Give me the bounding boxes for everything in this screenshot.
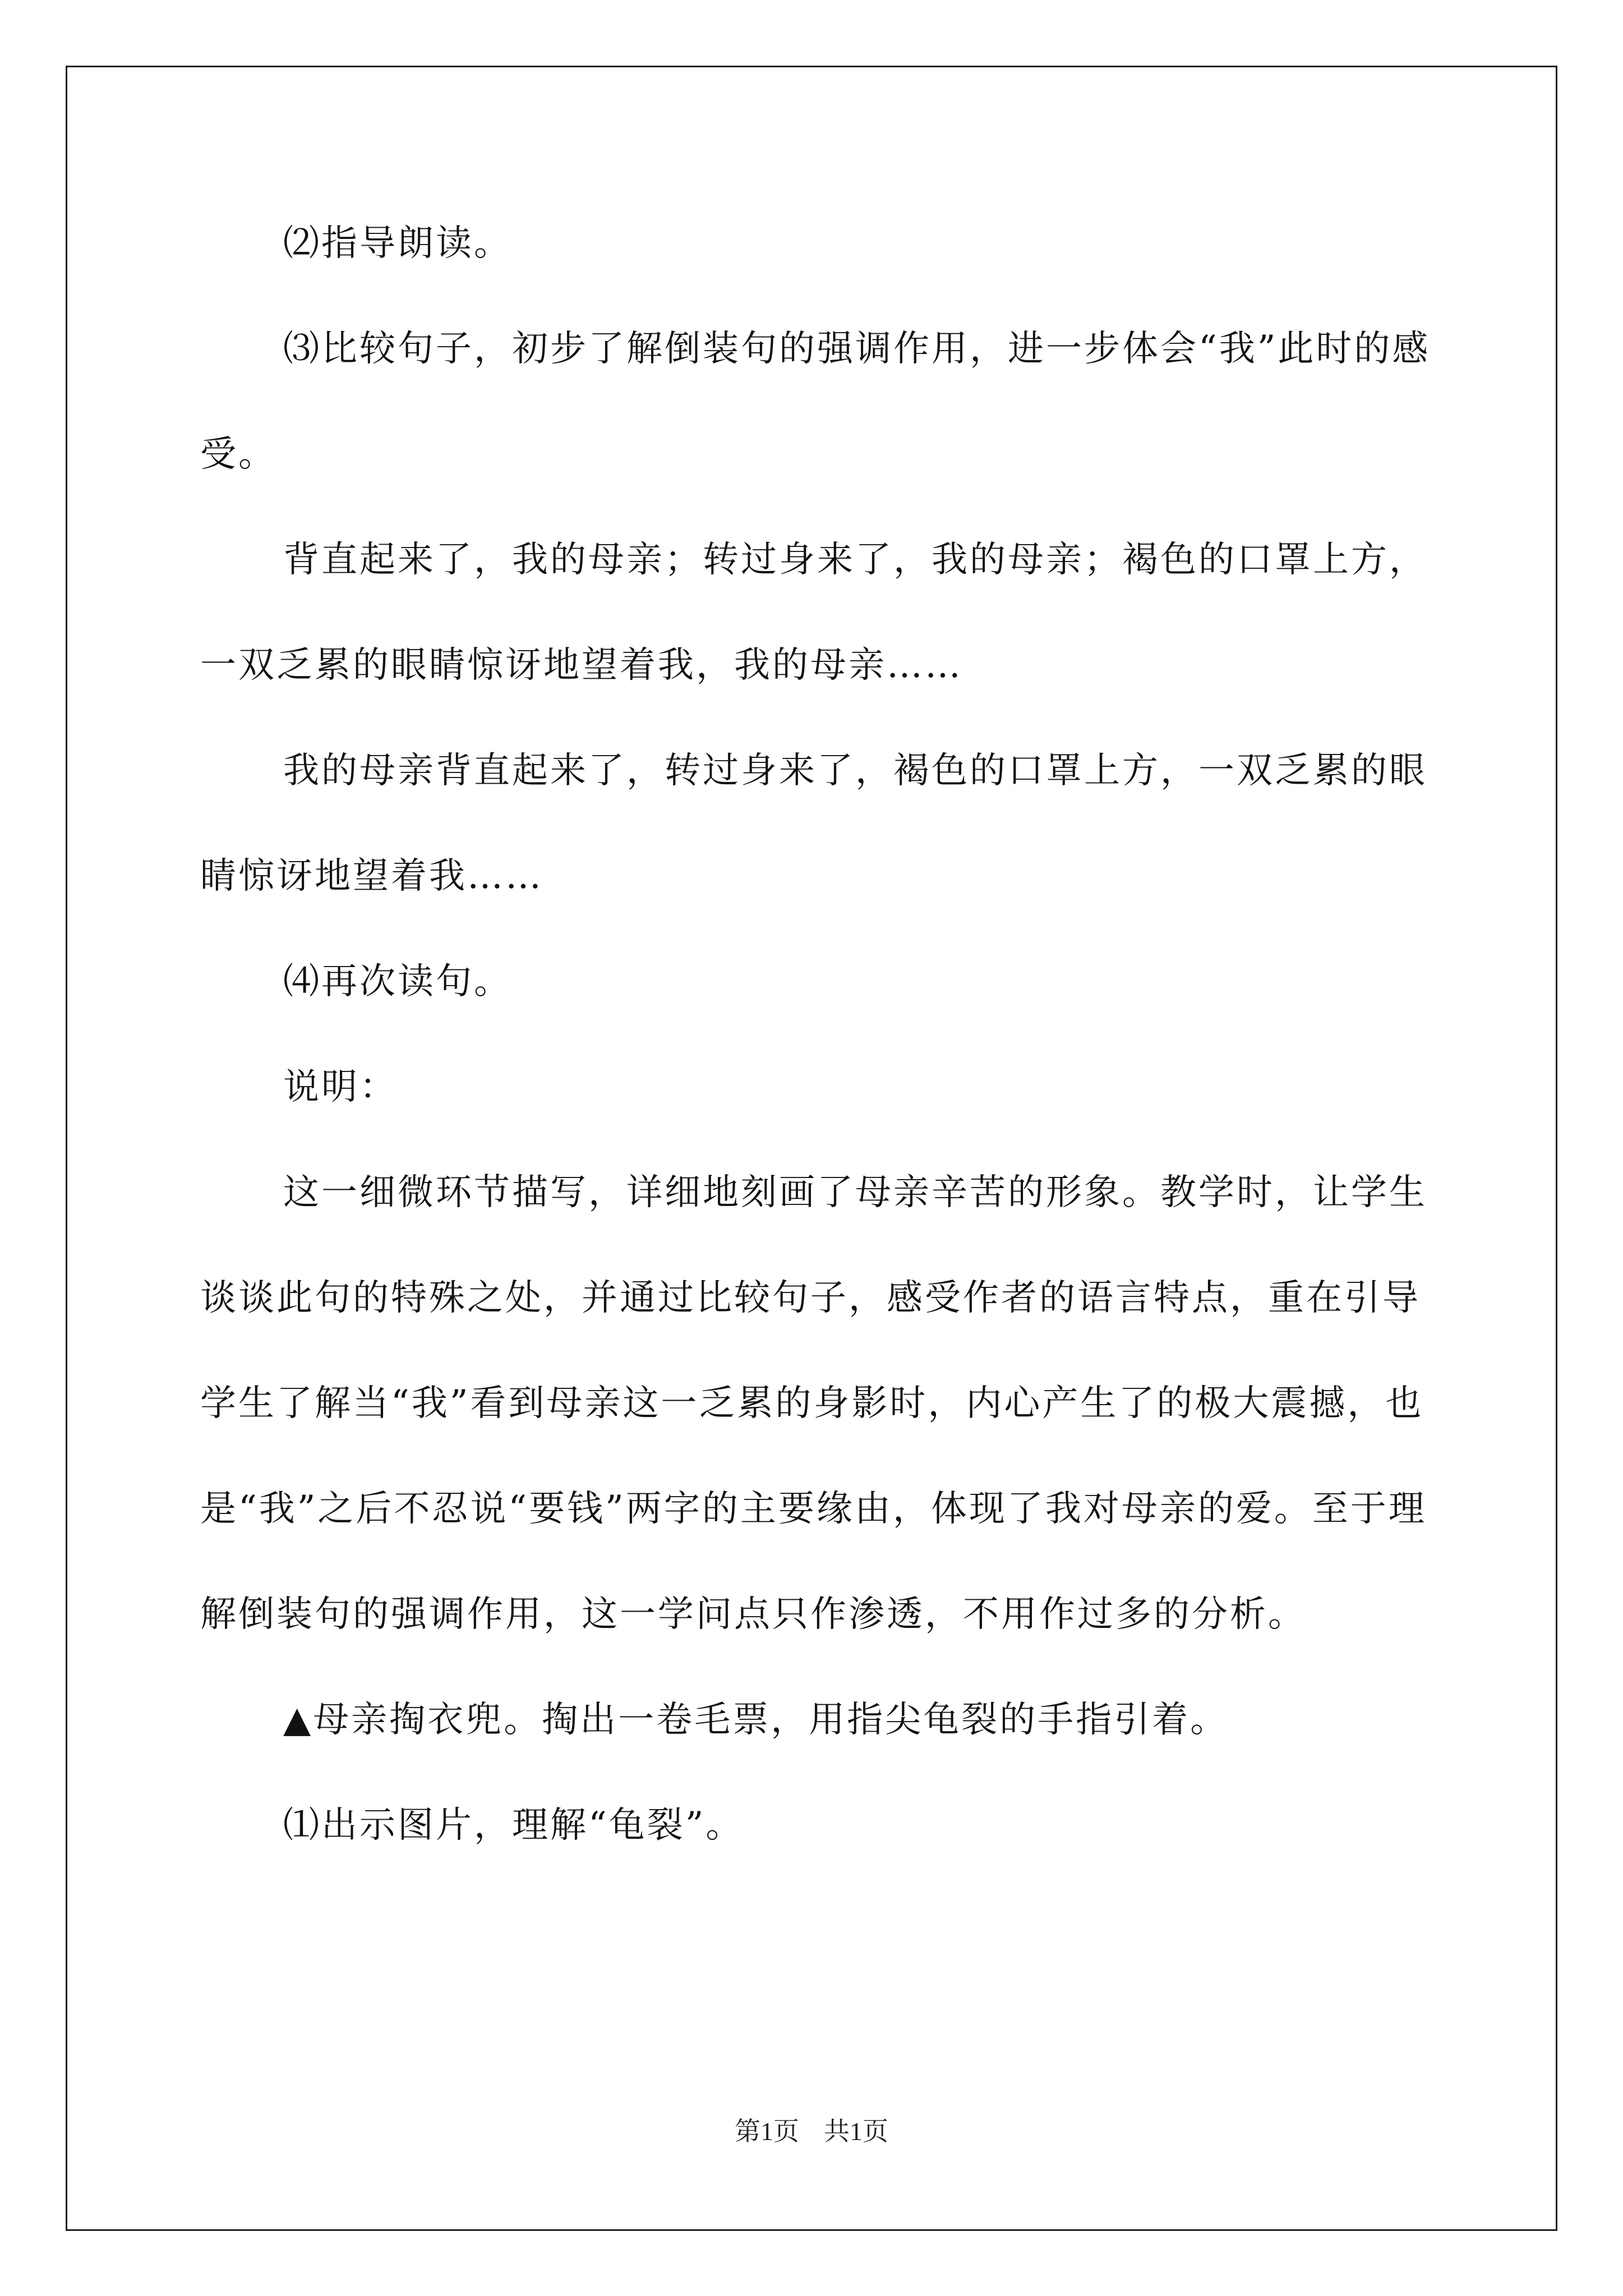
page-number: 第1页 [735,2117,799,2146]
paragraph: ⑶比较句子，初步了解倒装句的强调作用，进一步体会“我”此时的感受。 [200,328,1431,475]
paragraph: 背直起来了，我的母亲；转过身来了，我的母亲；褐色的口罩上方，一双乏累的眼睛惊讶地望着我，我的母亲…… [200,539,1427,686]
document-body [200,191,1434,1878]
paragraph: 我的母亲背直起来了，转过身来了，褐色的口罩上方，一双乏累的眼睛惊讶地望着我…… [200,750,1427,897]
paragraph: ▲母亲掏衣兜。掏出一卷毛票，用指尖龟裂的手指引着。 [283,1699,1229,1741]
paragraph: ⑷再次读句。 [283,961,512,1002]
page-total: 共1页 [824,2117,888,2146]
paragraph: ⑵指导朗读。 [283,223,512,264]
paragraph: ⑴出示图片，理解“龟裂”。 [283,1805,744,1846]
page-footer [0,2115,1623,2148]
paragraph: 这一细微环节描写，详细地刻画了母亲辛苦的形象。教学时，让学生谈谈此句的特殊之处，并通过比较句子，感受作者的语言特点，重在引导学生了解当“我”看到母亲这一乏累的身影时，内心产生了的极大震撼，也是“我”之后不忍说“要钱”两字的主要缘由，体现了我对母亲的爱。至于理解倒装句的强调作用，这一学问点只作渗透，不用作过多的分析。 [200,1172,1427,1635]
paragraph: 说明： [283,1066,398,1108]
